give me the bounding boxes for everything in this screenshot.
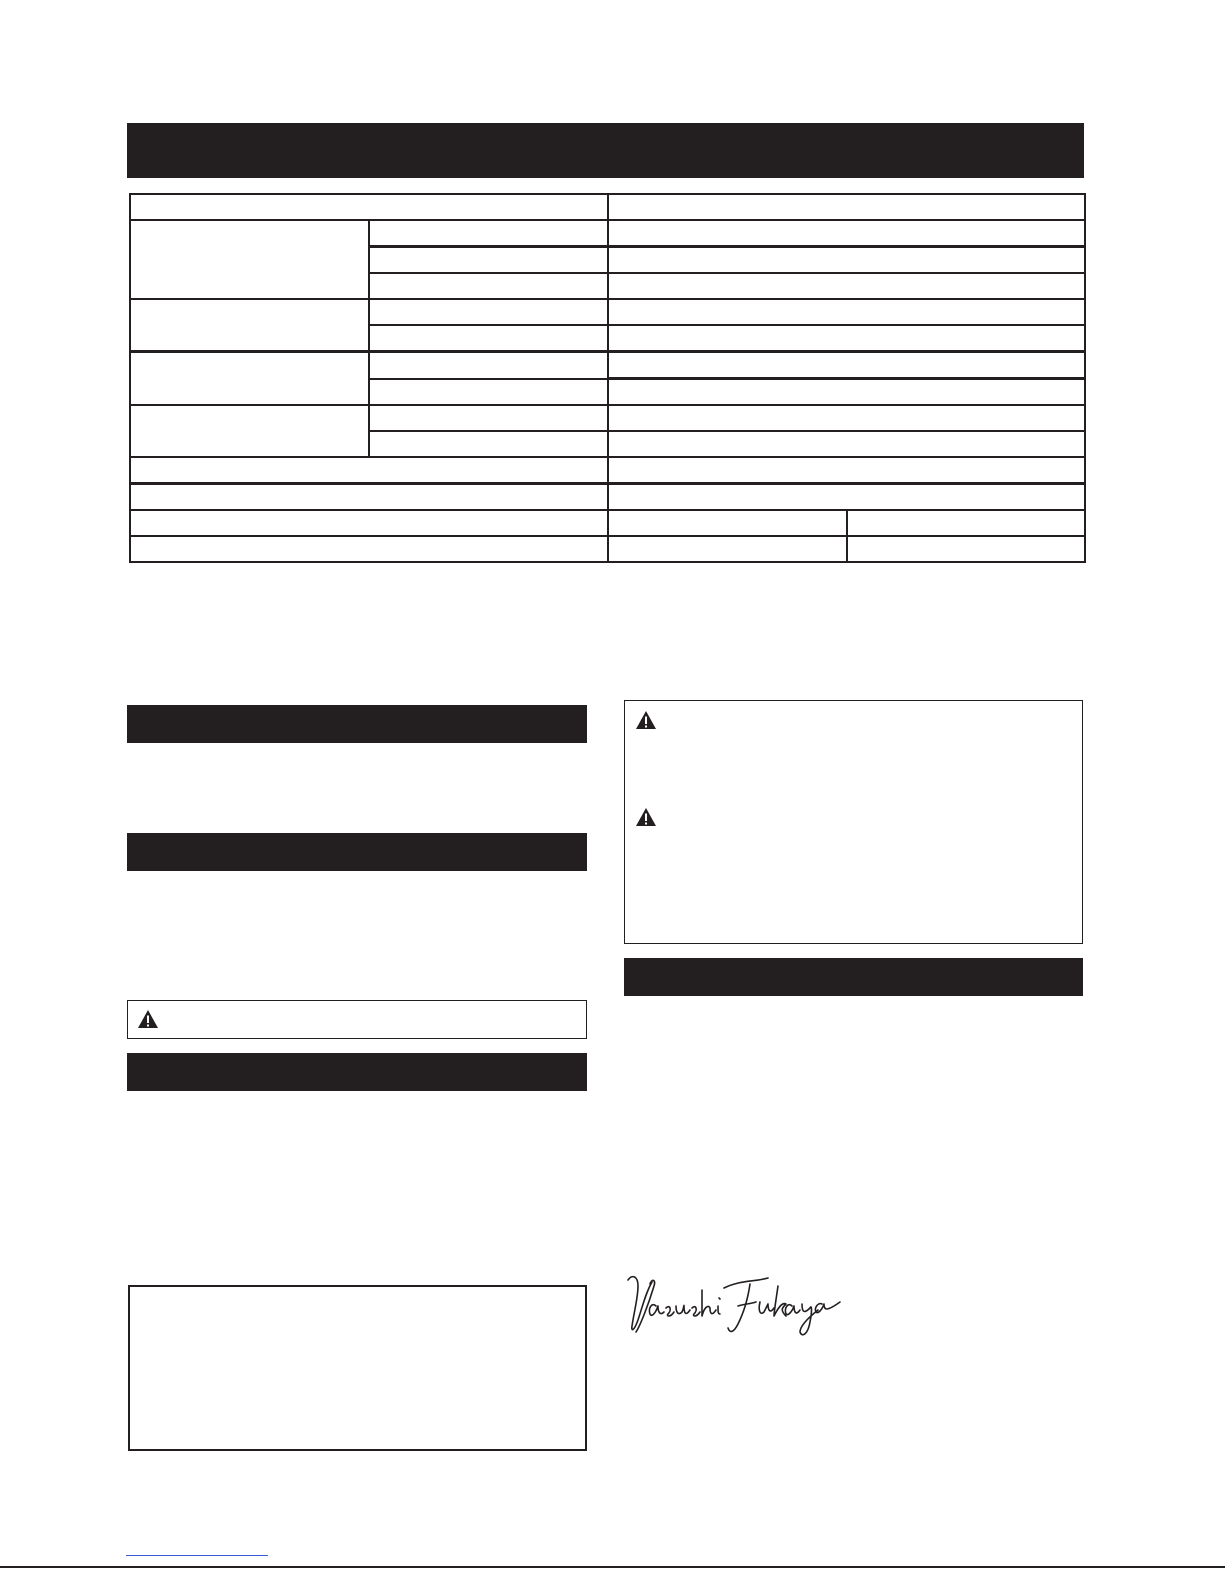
notice-box [128, 1285, 587, 1451]
table-cell [369, 220, 608, 247]
table-cell [847, 536, 1085, 562]
table-cell [608, 536, 847, 562]
table-cell [130, 220, 369, 299]
specifications-header-bar [127, 123, 1084, 178]
table-cell [608, 299, 1085, 325]
table-row [130, 457, 1085, 484]
table-cell [608, 352, 1085, 379]
table-row [130, 220, 1085, 247]
table-cell [130, 194, 608, 220]
warning-box [624, 700, 1083, 944]
table-cell [130, 299, 369, 352]
table-cell [369, 273, 608, 299]
warning-triangle-icon [635, 710, 657, 730]
footer-link-underline [126, 1555, 268, 1556]
table-cell [608, 194, 1085, 220]
table-cell [369, 352, 608, 379]
warning-box [127, 1000, 587, 1039]
signature [622, 1268, 847, 1343]
warning-triangle-icon [137, 1009, 159, 1029]
table-cell [608, 247, 1085, 274]
table-row [130, 194, 1085, 220]
table-row [130, 510, 1085, 536]
table-cell [130, 484, 608, 511]
table-cell [608, 431, 1085, 457]
table-cell [608, 325, 1085, 352]
table-cell [369, 299, 608, 325]
table-cell [369, 379, 608, 406]
table-cell [369, 247, 608, 274]
table-cell [608, 273, 1085, 299]
table-cell [130, 536, 608, 562]
table-cell [130, 352, 369, 406]
table-row [130, 299, 1085, 325]
footer-rule [0, 1566, 1225, 1568]
specifications-table [129, 193, 1086, 563]
section-header-bar [127, 1053, 587, 1091]
table-cell [369, 405, 608, 431]
table-cell [847, 510, 1085, 536]
table-cell [130, 457, 608, 484]
table-cell [608, 405, 1085, 431]
section-header-bar [624, 958, 1083, 996]
table-cell [608, 510, 847, 536]
table-cell [608, 379, 1085, 406]
table-row [130, 484, 1085, 511]
table-row [130, 405, 1085, 431]
warning-triangle-icon [635, 807, 657, 827]
section-header-bar [127, 705, 587, 743]
table-cell [608, 220, 1085, 247]
table-row [130, 536, 1085, 562]
table-cell [369, 325, 608, 352]
table-cell [608, 484, 1085, 511]
table-cell [130, 405, 369, 457]
section-header-bar [127, 833, 587, 871]
table-cell [369, 431, 608, 457]
table-cell [130, 510, 608, 536]
table-row [130, 352, 1085, 379]
table-cell [608, 457, 1085, 484]
